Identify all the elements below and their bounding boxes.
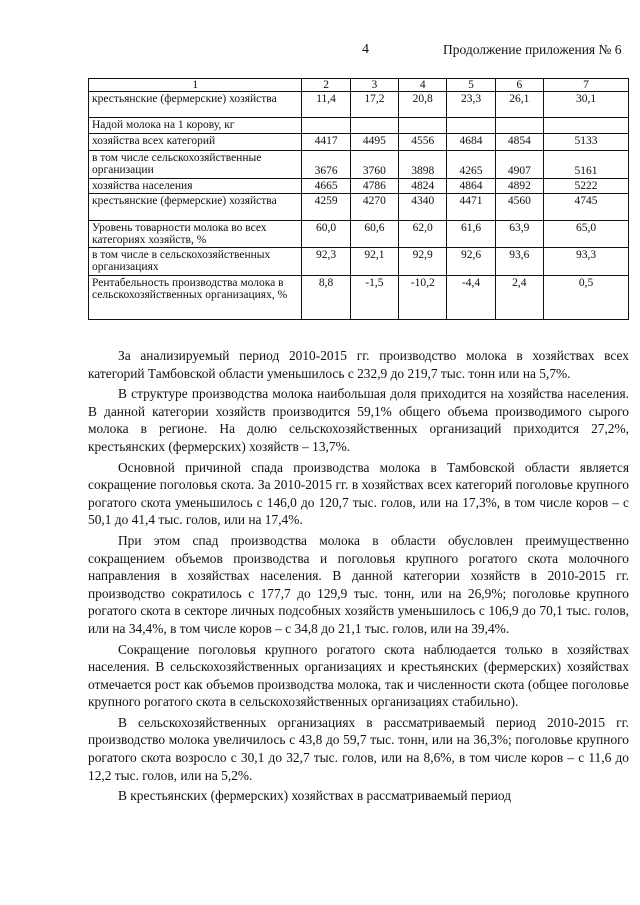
- table-cell: 4786: [350, 179, 398, 194]
- table-cell: 5161: [544, 151, 629, 179]
- table-cell: 4265: [447, 151, 495, 179]
- table-header-cell: 1: [89, 79, 302, 92]
- table-cell: 4340: [399, 194, 447, 221]
- table-cell: 4854: [495, 134, 543, 151]
- table-cell: 92,1: [350, 248, 398, 276]
- row-label: Уровень товарности молока во всех категориях хозяйств, %: [89, 221, 302, 248]
- paragraph: При этом спад производства молока в области обусловлен преимущественно сокращением объемов производства и поголовья крупного рогатого скота молочного направления в хозяйствах населения. В данной категории хозяйств в 2010-2015 гг. производство сократилось с 177,7 до 129,9 тыс. тонн, или на 26,9%; поголовье крупного рогатого скота в секторе личных подсобных хозяйств уменьшилось с 106,9 до 70,1 тыс. голов, или на 34,4%, в том числе коров – с 34,8 до 21,1 тыс. голов, или на 39,4%.: [88, 532, 629, 636]
- table-cell: 3898: [399, 151, 447, 179]
- table-cell: 3676: [302, 151, 350, 179]
- table-cell: 4907: [495, 151, 543, 179]
- table-header-cell: 4: [399, 79, 447, 92]
- row-label: крестьянские (фермерские) хозяйства: [89, 92, 302, 118]
- row-label: Рентабельность производства молока в сельскохозяйственных организациях, %: [89, 276, 302, 320]
- table-cell: 4560: [495, 194, 543, 221]
- table-cell: [447, 118, 495, 134]
- table-cell: 8,8: [302, 276, 350, 320]
- table-cell: 4665: [302, 179, 350, 194]
- table-cell: 5222: [544, 179, 629, 194]
- appendix-continuation-title: Продолжение приложения № 6: [443, 42, 622, 57]
- table-row: [89, 221, 629, 248]
- table-cell: 4684: [447, 134, 495, 151]
- table-cell: 23,3: [447, 92, 495, 118]
- row-label: Надой молока на 1 корову, кг: [89, 118, 302, 134]
- table-cell: [495, 118, 543, 134]
- table-cell: 65,0: [544, 221, 629, 248]
- table-cell: 0,5: [544, 276, 629, 320]
- table-cell: 3760: [350, 151, 398, 179]
- table-cell: 63,9: [495, 221, 543, 248]
- table-row: [89, 118, 629, 134]
- table-cell: -1,5: [350, 276, 398, 320]
- paragraph: Сокращение поголовья крупного рогатого скота наблюдается только в хозяйствах населения. В сельскохозяйственных организациях и крестьянских (фермерских) хозяйствах отмечается рост как объемов производства молока, так и численности скота (общее поголовье крупного рогатого скота в сельскохозяйственных организациях стабильно).: [88, 641, 629, 710]
- paragraph: В структуре производства молока наибольшая доля приходится на хозяйства населения. В данной категории хозяйств производится 59,1% общего объема производимого сырого молока в регионе. На долю сельскохозяйственных организаций приходится 27,2%, крестьянских (фермерских) хозяйств – 13,7%.: [88, 386, 629, 454]
- table-cell: 4892: [495, 179, 543, 194]
- table-row: [89, 276, 629, 320]
- table-cell: 4556: [399, 134, 447, 151]
- row-label: в том числе сельскохозяйственные организации: [89, 151, 302, 179]
- table-cell: 60,6: [350, 221, 398, 248]
- table-cell: [399, 118, 447, 134]
- paragraph: В крестьянских (фермерских) хозяйствах в рассматриваемый период: [118, 788, 512, 804]
- page-number: 4: [362, 42, 369, 57]
- table-header-row: [89, 79, 629, 92]
- table-cell: [302, 118, 350, 134]
- table-cell: 4259: [302, 194, 350, 221]
- table-row: [89, 92, 629, 118]
- table-row: [89, 194, 629, 221]
- table-cell: 4270: [350, 194, 398, 221]
- table-cell: 20,8: [399, 92, 447, 118]
- table-cell: 92,9: [399, 248, 447, 276]
- table-cell: 2,4: [495, 276, 543, 320]
- paragraph: За анализируемый период 2010-2015 гг. производство молока в хозяйствах всех категорий Тамбовской области уменьшилось с 232,9 до 219,7 тыс. тонн или на 5,7%.: [88, 348, 629, 381]
- paragraph: В сельскохозяйственных организациях в рассматриваемый период 2010-2015 гг. производство молока увеличилось с 43,8 до 59,7 тыс. тонн, или на 36,3%; поголовье крупного рогатого скота возросло с 30,1 до 32,7 тыс. голов, или на 8,6%, в том числе коров – с 11,6 до 12,2 тыс. голов, или на 5,2%.: [88, 714, 629, 783]
- table-header-cell: 2: [302, 79, 350, 92]
- table-header-cell: 7: [544, 79, 629, 92]
- table-cell: 60,0: [302, 221, 350, 248]
- table-cell: [350, 118, 398, 134]
- table-header-cell: 5: [447, 79, 495, 92]
- table-header-cell: 3: [350, 79, 398, 92]
- table-cell: 26,1: [495, 92, 543, 118]
- row-label: хозяйства всех категорий: [89, 134, 302, 151]
- table-cell: 4824: [399, 179, 447, 194]
- table-cell: 4864: [447, 179, 495, 194]
- table-cell: 30,1: [544, 92, 629, 118]
- table-cell: 4745: [544, 194, 629, 221]
- table-cell: 61,6: [447, 221, 495, 248]
- statistics-table: [88, 78, 629, 320]
- row-label: хозяйства населения: [89, 179, 302, 194]
- table-cell: [544, 118, 629, 134]
- table-header-cell: 6: [495, 79, 543, 92]
- table-cell: -10,2: [399, 276, 447, 320]
- table-cell: 4417: [302, 134, 350, 151]
- table-cell: 92,3: [302, 248, 350, 276]
- table-cell: 5133: [544, 134, 629, 151]
- table-row: [89, 248, 629, 276]
- table-cell: 4495: [350, 134, 398, 151]
- table-cell: 93,6: [495, 248, 543, 276]
- body-text: [88, 347, 629, 808]
- table-cell: 4471: [447, 194, 495, 221]
- table-cell: 62,0: [399, 221, 447, 248]
- table-row: [89, 134, 629, 151]
- table-row: [89, 179, 629, 194]
- table-cell: 92,6: [447, 248, 495, 276]
- paragraph: Основной причиной спада производства молока в Тамбовской области является сокращение поголовья скота. За 2010-2015 гг. в хозяйствах всех категорий поголовье крупного рогатого скота уменьшилось с 146,0 до 120,7 тыс. голов, или на 17,3%, в том числе коров – с 50,1 до 41,4 тыс. голов, или на 17,4%.: [88, 459, 629, 528]
- table-cell: -4,4: [447, 276, 495, 320]
- table-cell: 17,2: [350, 92, 398, 118]
- table-row: [89, 151, 629, 179]
- table-cell: 11,4: [302, 92, 350, 118]
- table-cell: 93,3: [544, 248, 629, 276]
- row-label: крестьянские (фермерские) хозяйства: [89, 194, 302, 221]
- row-label: в том числе в сельскохозяйственных организациях: [89, 248, 302, 276]
